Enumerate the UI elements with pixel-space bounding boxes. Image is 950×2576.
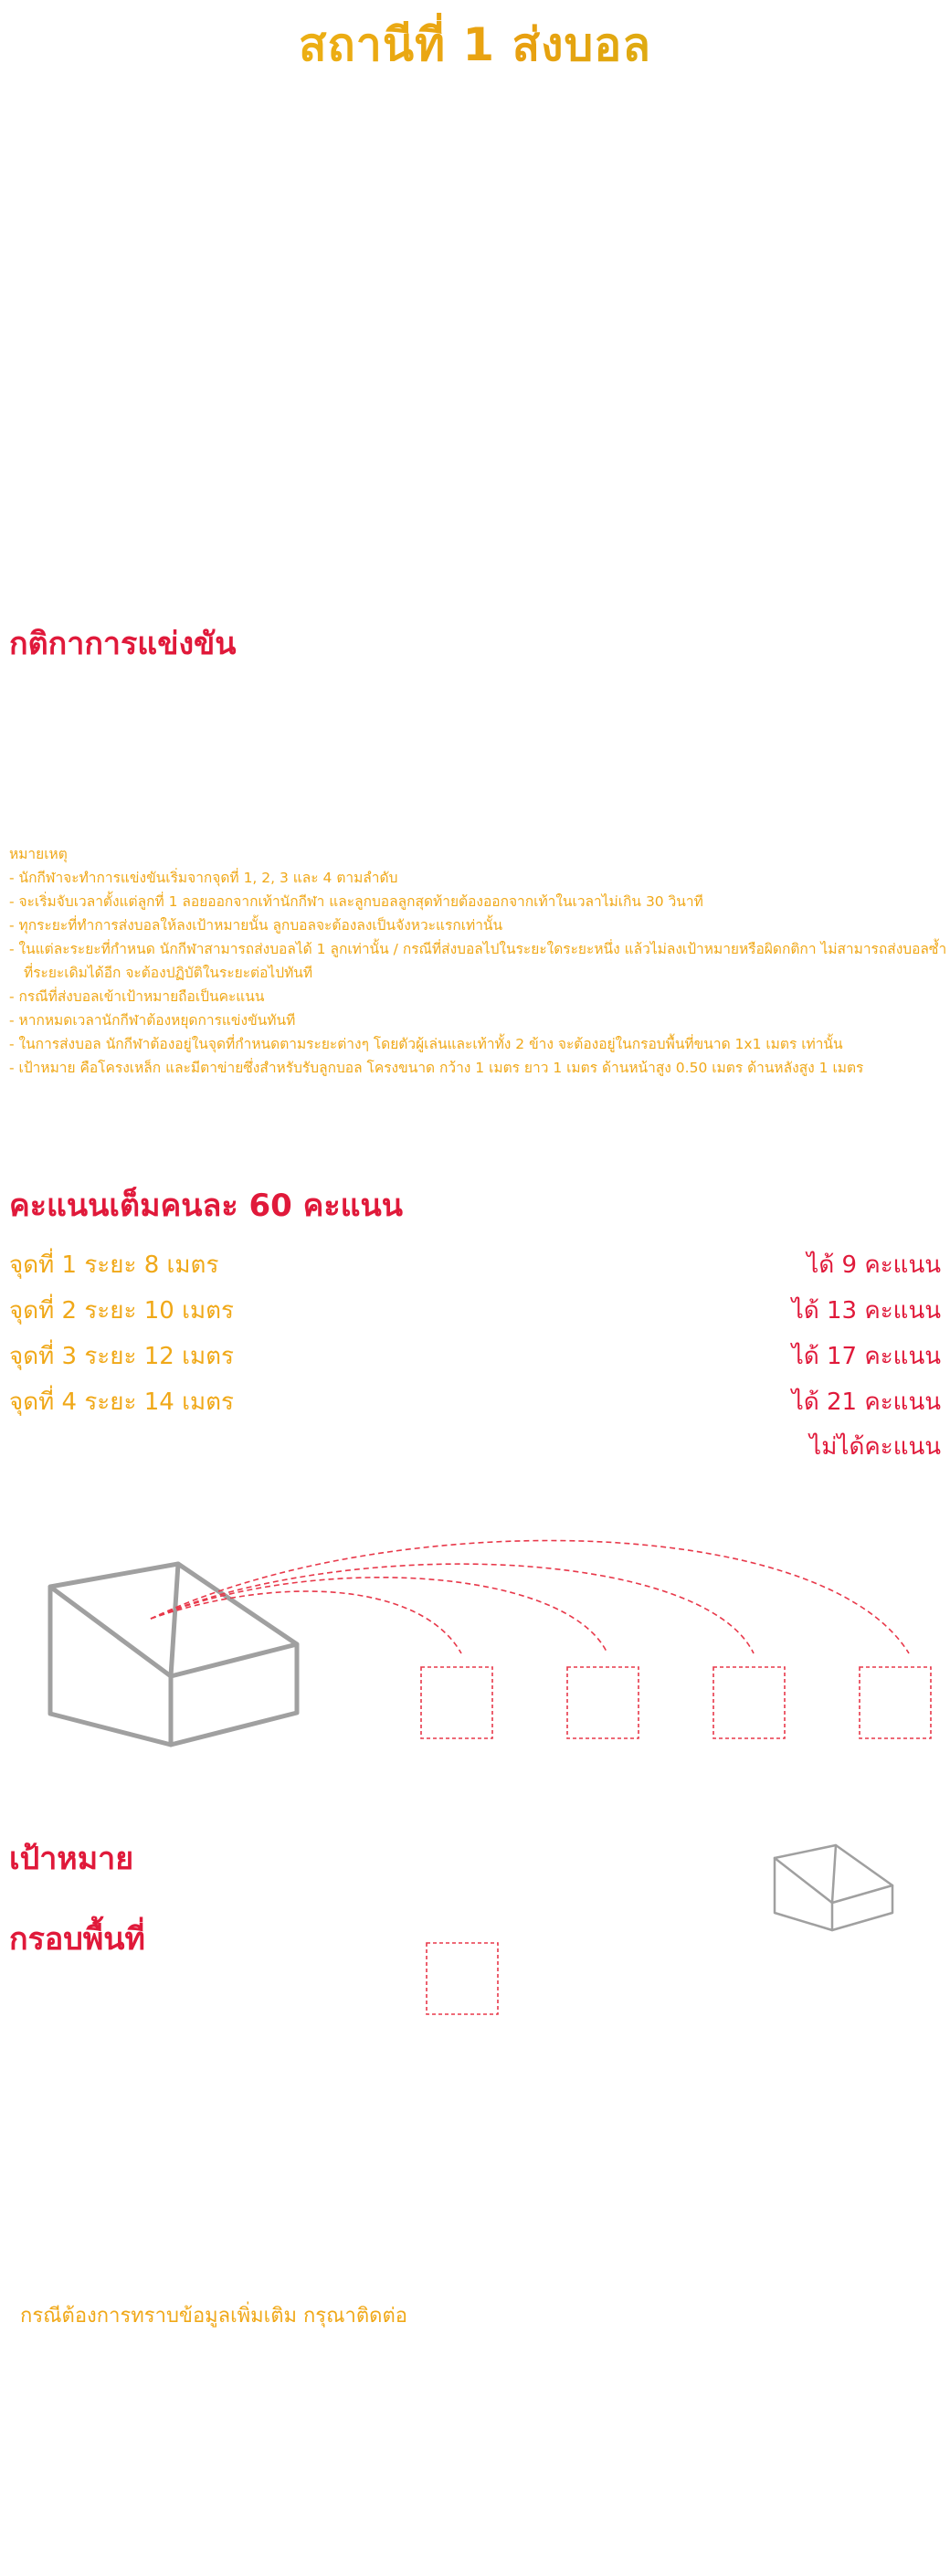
note-item: - ทุกระยะที่ทำการส่งบอลให้ลงเป้าหมายนั้น ลูกบอลจะต้องลงเป็นจังหวะแรกเท่านั้น	[9, 917, 503, 934]
notes-heading: หมายเหตุ	[9, 846, 68, 862]
area-legend-label: กรอบพื้นที่	[9, 1921, 145, 1958]
note-item: - นักกีฬาจะทำการแข่งขันเริ่มจากจุดที่ 1, 2, 3 และ 4 ตามลำดับ	[9, 870, 398, 886]
score-value: ได้ 13 คะแนน	[791, 1297, 941, 1325]
ball-trajectories	[151, 1540, 909, 1653]
note-item: - เป้าหมาย คือโครงเหล็ก และมีตาข่ายซึ่งสำหรับรับลูกบอล โครงขนาด กว้าง 1 เมตร ยาว 1 เมตร ด้านหน้าสูง 0.50 เมตร ด้านหลังสูง 1 เมตร	[9, 1060, 864, 1076]
score-row	[9, 1382, 941, 1422]
score-row	[9, 1336, 941, 1377]
target-legend-label: เป้าหมาย	[9, 1841, 134, 1877]
kick-area-1	[421, 1667, 492, 1738]
goal-frame-icon	[50, 1564, 297, 1745]
page-title: สถานีที่ 1 ส่งบอล	[0, 13, 950, 77]
score-point-label: จุดที่ 3 ระยะ 12 เมตร	[9, 1343, 234, 1370]
kick-diagram	[0, 1480, 950, 1781]
note-item: - ในการส่งบอล นักกีฬาต้องอยู่ในจุดที่กำหนดตามระยะต่างๆ โดยตัวผู้เล่นและเท้าทั้ง 2 ข้าง จะต้องอยู่ในกรอบพื้นที่ขนาด 1x1 เมตร เท่านั้น	[9, 1036, 843, 1052]
rules-heading: กติกาการแข่งขัน	[9, 626, 237, 662]
note-item: - ในแต่ละระยะที่กำหนด นักกีฬาสามารถส่งบอลได้ 1 ลูกเท่านั้น / กรณีที่ส่งบอลไปในระยะใดระยะหนึ่ง แล้วไม่ลงเป้าหมายหรือผิดกติกา ไม่สามารถส่งบอลซ้ำ	[9, 941, 947, 957]
score-heading: คะแนนเต็มคนละ 60 คะแนน	[9, 1188, 403, 1224]
kick-area-3	[713, 1667, 785, 1738]
no-score-label: ไม่ได้คะแนน	[809, 1433, 941, 1461]
score-point-label: จุดที่ 2 ระยะ 10 เมตร	[9, 1297, 234, 1325]
note-item-continuation: ที่ระยะเดิมได้อีก จะต้องปฏิบัติในระยะต่อไปทันที	[24, 965, 313, 981]
score-value: ได้ 21 คะแนน	[791, 1388, 941, 1416]
rules-notes	[9, 842, 947, 1080]
area-legend-icon	[425, 1941, 502, 2019]
note-item: - หากหมดเวลานักกีฬาต้องหยุดการแข่งขันทันที	[9, 1012, 296, 1029]
target-legend-icon	[767, 1836, 904, 1937]
kicking-areas	[421, 1667, 931, 1738]
score-row	[9, 1291, 941, 1331]
score-row	[9, 1245, 941, 1285]
note-item: - จะเริ่มจับเวลาตั้งแต่ลูกที่ 1 ลอยออกจากเท้านักกีฬา และลูกบอลลูกสุดท้ายต้องออกจากเท้าในเวลาไม่เกิน 30 วินาที	[9, 893, 703, 910]
note-item: - กรณีที่ส่งบอลเข้าเป้าหมายถือเป็นคะแนน	[9, 988, 265, 1005]
score-value: ได้ 9 คะแนน	[807, 1251, 941, 1279]
kick-area-2	[567, 1667, 639, 1738]
kick-area-4	[860, 1667, 931, 1738]
score-point-label: จุดที่ 4 ระยะ 14 เมตร	[9, 1388, 234, 1416]
score-value: ได้ 17 คะแนน	[791, 1343, 941, 1370]
contact-note: กรณีต้องการทราบข้อมูลเพิ่มเติม กรุณาติดต่อ	[20, 2305, 407, 2328]
score-point-label: จุดที่ 1 ระยะ 8 เมตร	[9, 1251, 219, 1279]
